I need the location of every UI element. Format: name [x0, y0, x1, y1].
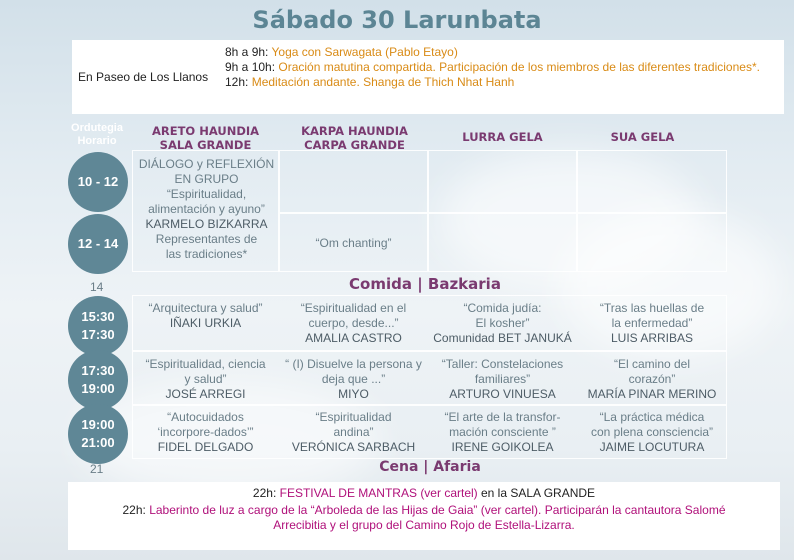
- speaker: IÑAKI URKIA: [169, 316, 242, 330]
- session-cell: [279, 410, 428, 455]
- grid-cell: [577, 150, 727, 213]
- session-cell: [132, 301, 279, 331]
- hours-header: [62, 122, 132, 148]
- dinner-band: Cena | Afaria: [379, 459, 481, 475]
- talk-title: andina”: [333, 425, 374, 439]
- session-cell: [132, 357, 279, 402]
- session-cell: [428, 301, 577, 346]
- hours-header-line: Horario: [77, 135, 117, 147]
- talk-title: ‘incorpore-dados’”: [157, 425, 254, 439]
- grid-cell: [279, 150, 428, 213]
- session-cell: [577, 410, 727, 455]
- talk-title: cuerpo, desde...”: [308, 316, 399, 330]
- talk-title: “ (I) Disuelve la persona y: [285, 357, 422, 371]
- session-cell: [132, 410, 279, 455]
- time-slot-text: 19:00: [81, 417, 115, 432]
- item-text: Oración matutina compartida. Participación de los miembros de las diferentes tradiciones*.: [278, 60, 760, 74]
- column-header: [138, 124, 273, 152]
- time-slot-text: 17:30: [81, 327, 115, 342]
- session-line: Representantes de: [155, 232, 258, 246]
- time-slot-text: 21:00: [81, 435, 115, 450]
- column-header-line: ARETO HAUNDIA: [151, 124, 260, 138]
- talk-title: “Comida judía:: [463, 301, 542, 315]
- time-slot-text: 15:30: [81, 309, 115, 324]
- session-cell: [279, 357, 428, 402]
- speaker: MIYO: [338, 387, 369, 401]
- time-slot-text: 12 - 14: [77, 236, 119, 251]
- time-slot-text: 19:00: [81, 381, 115, 396]
- speaker: JOSÉ ARREGI: [165, 387, 246, 401]
- time-slot-badge: [68, 350, 128, 410]
- speaker: FIDEL DELGADO: [157, 440, 254, 454]
- evening-line: [68, 486, 780, 501]
- speaker: Comunidad BET JANUKÁ: [433, 331, 572, 345]
- talk-title: con plena consciencia”: [590, 425, 714, 439]
- talk-title: “Espiritualidad en el: [300, 301, 407, 315]
- evening-box: [68, 482, 780, 550]
- morning-session: [134, 157, 279, 262]
- lunch-band: Comida | Bazkaria: [349, 275, 501, 293]
- time-slot-badge: [68, 152, 128, 212]
- session-cell: [279, 301, 428, 346]
- column-header-line: SUA GELA: [610, 130, 675, 144]
- speaker: VERÓNICA SARBACH: [291, 440, 416, 454]
- column-header-line: KARPA HAUNDIA: [301, 124, 408, 138]
- session-cell: [428, 410, 577, 455]
- evening-time: 22h:: [252, 486, 277, 500]
- talk-title: “El camino del: [613, 357, 691, 371]
- talk-title: mación consciente ”: [449, 425, 556, 439]
- speaker: IRENE GOIKOLEA: [451, 440, 554, 454]
- speaker: ARTURO VINUESA: [449, 387, 556, 401]
- talk-title: “Tras las huellas de: [599, 301, 705, 315]
- session-cell: [428, 357, 577, 402]
- time-slot-badge: [68, 214, 128, 274]
- session-line: las tradiciones*: [165, 247, 248, 261]
- talk-title: “Espiritualidad: [315, 410, 392, 424]
- time-slot-text: 10 - 12: [77, 174, 119, 189]
- evening-place: en la SALA GRANDE: [481, 486, 596, 500]
- evening-event: FESTIVAL DE MANTRAS (ver cartel): [279, 486, 478, 500]
- talk-title: y salud”: [184, 372, 227, 386]
- page-title: Sábado 30 Larunbata: [252, 6, 542, 34]
- speaker: LUIS ARRIBAS: [610, 331, 694, 345]
- morning-item: [225, 60, 780, 75]
- grid-cell: [428, 150, 577, 213]
- session-cell: [577, 357, 727, 402]
- session-speaker: KARMELO BIZKARRA: [145, 217, 268, 231]
- speaker: JAIME LOCUTURA: [599, 440, 705, 454]
- talk-title: “Autocuidados: [167, 410, 244, 424]
- evening-event: Laberinto de luz a cargo de la “Arboleda de las Hijas de Gaia” (ver cartel). Participarán la cantautora Salomé Arrecibitia y el grupo del Camino Rojo de Estella-Lizarra.: [149, 503, 726, 532]
- item-text: Meditación andante. Shanga de Thich Nhat Hanh: [251, 75, 515, 89]
- session-cell: [577, 301, 727, 346]
- morning-item: [225, 75, 780, 90]
- talk-title: familiares”: [474, 372, 531, 386]
- session-line: DIÁLOGO y REFLEXIÓN: [138, 157, 275, 171]
- grid-cell: [428, 213, 577, 272]
- lunch-time: 14: [90, 280, 104, 294]
- morning-place: En Paseo de Los Llanos: [78, 70, 209, 84]
- time-slot-text: 17:30: [81, 363, 115, 378]
- evening-line: [108, 503, 740, 533]
- speaker: MARÍA PINAR MERINO: [587, 387, 717, 401]
- time-slot-badge: [68, 296, 128, 356]
- column-header: [282, 124, 427, 152]
- talk-title: El kosher”: [475, 316, 530, 330]
- chant-session: “Om chanting”: [315, 236, 392, 250]
- item-text: Yoga con Sarwagata (Pablo Etayo): [271, 45, 458, 59]
- talk-title: corazón”: [628, 372, 676, 386]
- talk-title: “La práctica médica: [599, 410, 705, 424]
- talk-title: “El arte de la transfor-: [444, 410, 561, 424]
- talk-title: la enfermedad”: [611, 316, 693, 330]
- session-line: EN GRUPO: [174, 172, 239, 186]
- column-header: [575, 130, 710, 144]
- talk-title: “Taller: Constelaciones: [441, 357, 564, 371]
- column-header-line: SALA GRANDE: [159, 138, 252, 152]
- talk-title: deja que ...”: [321, 372, 386, 386]
- hours-header-line: Ordutegia: [71, 122, 123, 134]
- evening-time: 22h:: [122, 503, 146, 517]
- time-slot-badge: [68, 404, 128, 464]
- item-time: 8h a 9h:: [225, 45, 269, 59]
- session-line: alimentación y ayuno”: [148, 202, 265, 216]
- session-line: “Espiritualidad,: [166, 187, 247, 201]
- dinner-time: 21: [90, 462, 104, 476]
- morning-box: [72, 40, 784, 114]
- column-header-line: LURRA GELA: [462, 130, 543, 144]
- grid-cell: [577, 213, 727, 272]
- item-time: 9h a 10h:: [225, 60, 276, 74]
- item-time: 12h:: [225, 75, 249, 89]
- morning-list: [225, 45, 780, 90]
- talk-title: “Espiritualidad, ciencia: [145, 357, 266, 371]
- column-header: [430, 130, 575, 144]
- speaker: AMALIA CASTRO: [305, 331, 402, 345]
- talk-title: “Arquitectura y salud”: [148, 301, 263, 315]
- morning-item: [225, 45, 780, 60]
- column-header-line: CARPA GRANDE: [304, 138, 405, 152]
